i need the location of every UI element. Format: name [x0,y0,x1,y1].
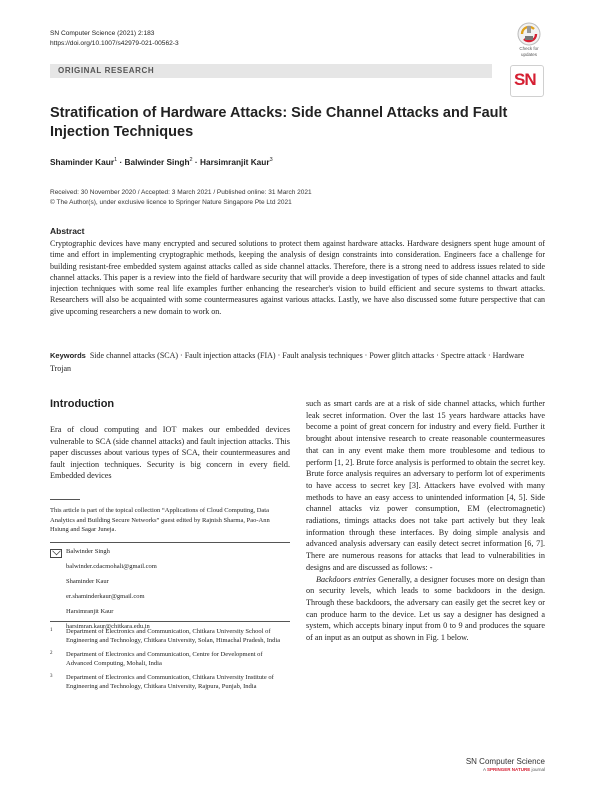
author-2-aff: 2 [189,157,193,164]
intro-paragraph-3: Generally, a designer focuses more on design than on security levels, which leads to some backdoors in the design. Through these backdoors, the adversary can easily get the secret key or can produce harm to the device. Let us say a designer has designed a system, which accepts binary input from 0 to 9 and produces the square of an input as an output as shown in Fig. 1 below. [306,574,546,643]
affiliation-text: Department of Electronics and Communication, Chitkara University School of Engineering and Technology, Chitkara University, Solan, Himachal Pradesh, India [66,628,281,644]
article-type: ORIGINAL RESEARCH [58,66,155,75]
affiliation-list [50,627,290,696]
author-separator: · [192,157,200,167]
abstract-text: Cryptographic devices have many encrypted and secured solutions to protect them against hardware attacks. Hardware designers spent huge amount of time and effort in implementing cryptographic methods, keeping the analysis of design constraints into consideration. Engineers face a challenge for building resistant-free embedded system against attacks called as side channel attacks. Therefore, there is a strong need to address issues related to side channel attacks. This paper is a review into the field of hardware security that will provide a deep investigation of types of side channel attacks and fault injection techniques with some real life examples further enhancing the researcher's vision to build efficient and secure systems to thwart attacks. Researchers will also be acquainted with some countermeasures against various attacks. Lastly, we have also discussed some future perspective that can give upcoming researchers a new domain to work on. [50,239,545,316]
affiliation-item [50,650,290,668]
author-separator: · [117,157,125,167]
keywords-label: Keywords [50,351,86,360]
envelope-icon [50,549,62,558]
author-3[interactable]: Harsimranjit Kaur [199,157,270,167]
intro-paragraph-2: such as smart cards are at a risk of side channel attacks, which further leak secret information. Over the last 15 years hardware attacks have become a point of great concern for industry and every field. Further it brought about intensive research to create reasonable countermeasures that can in any event make them more troublesome and tedious to perform [1, 2]. Brute force analysis is performed to obtain the secret key. Brute force analysis requires an adversary to perform lot of experiments to have access to secret key [3]. Attackers have evolved with many methods to have an easy access to unintended information [4, 5]. Side channel attacks viz power consumption, EM (electromagnetic) radiations, timings attacks does not take part actively but they leak information through these interfaces. By doing simple analysis and advanced analysis adversary can easily detect secret information [6, 7]. There are numerous reasons for attacks that lead to vulnerabilities in designs and are discussed as follows: - [306,399,545,572]
footnote-rule [50,499,80,500]
introduction-heading: Introduction [50,398,115,410]
intro-paragraph-1: Era of cloud computing and IOT makes our embedded devices vulnerable to SCA (side channel attacks) and fault injection attacks. This paper discusses about various types of SCA, their countermeasures and fault injection techniques. Security is big concern in every field. Embedded devices [50,425,290,480]
contact-email[interactable]: er.shaminderkaur@gmail.com [66,593,145,600]
abstract-heading: Abstract [50,226,85,236]
contact-item [66,577,290,601]
contact-email[interactable]: harsimran.kaur@chitkara.edu.in [66,623,150,630]
badge-line-1: Check for [519,46,539,51]
publisher-name: SPRINGER NATURE [487,767,531,772]
sn-logo-text: SN [514,70,536,89]
sn-logo [510,65,544,97]
affiliation-number: 1 [50,628,53,633]
doi-link[interactable]: https://doi.org/10.1007/s42979-021-00562-3 [50,40,179,47]
author-list [50,157,273,167]
contact-name: Balwinder Singh [66,548,110,555]
badge-line-2: updates [520,51,537,57]
copyright-line: © The Author(s), under exclusive licence to Springer Nature Singapore Pte Ltd 2021 [50,198,292,206]
footer-journal: SN Computer Science [465,757,545,766]
check-for-updates-badge[interactable] [512,21,546,59]
publication-dates [50,188,312,207]
affiliation-text: Department of Electronics and Communication, Chitkara University Institute of Engineering and Technology, Chitkara University, Rajpura, Punjab, India [66,674,274,690]
dates-line: Received: 30 November 2020 / Accepted: 3 March 2021 / Published online: 31 March 2021 [50,189,312,196]
backdoor-term: Backdoors entries [316,574,376,584]
publisher-suffix: journal [531,767,545,772]
affiliations-rule [50,621,290,622]
footer-publisher [442,767,545,772]
article-type-banner [50,64,492,78]
intro-column-1 [50,424,290,482]
contact-name: Shaminder Kaur [66,578,109,585]
affiliation-item [50,627,290,645]
contact-name: Harsimranjit Kaur [66,608,114,615]
author-1-aff: 1 [114,157,118,164]
author-2[interactable]: Balwinder Singh [124,157,190,167]
intro-column-2 [306,398,545,644]
author-3-aff: 3 [269,157,273,164]
contact-item [66,547,290,571]
author-1[interactable]: Shaminder Kaur [50,157,115,167]
paper-title: Stratification of Hardware Attacks: Side Channel Attacks and Fault Injection Techniques [50,105,508,140]
contact-email[interactable]: balwinder.cdacmohali@gmail.com [66,563,157,570]
publisher-prefix: A [483,767,486,772]
affiliation-number: 2 [50,651,53,656]
journal-header [50,29,179,49]
topical-collection-note: This article is part of the topical collection “Applications of Cloud Computing, Data Analytics and Building Secure Networks” guest edited by Rajnish Sharma, Pao-Ann Hsiung and Sagar Juneja. [50,507,270,533]
page-footer [442,757,545,772]
affiliation-text: Department of Electronics and Communication, Centre for Development of Advanced Computing, Mohali, India [66,651,263,667]
journal-citation: SN Computer Science (2021) 2:183 [50,30,155,37]
affiliation-item [50,673,290,691]
contacts-rule [50,542,290,543]
keywords [50,350,545,375]
affiliation-number: 3 [50,674,53,679]
keywords-text: Side channel attacks (SCA) · Fault injection attacks (FIA) · Fault analysis techniques · Power glitch attacks · Spectre attack · Hardware Trojan [50,351,525,373]
contact-list [66,547,290,637]
